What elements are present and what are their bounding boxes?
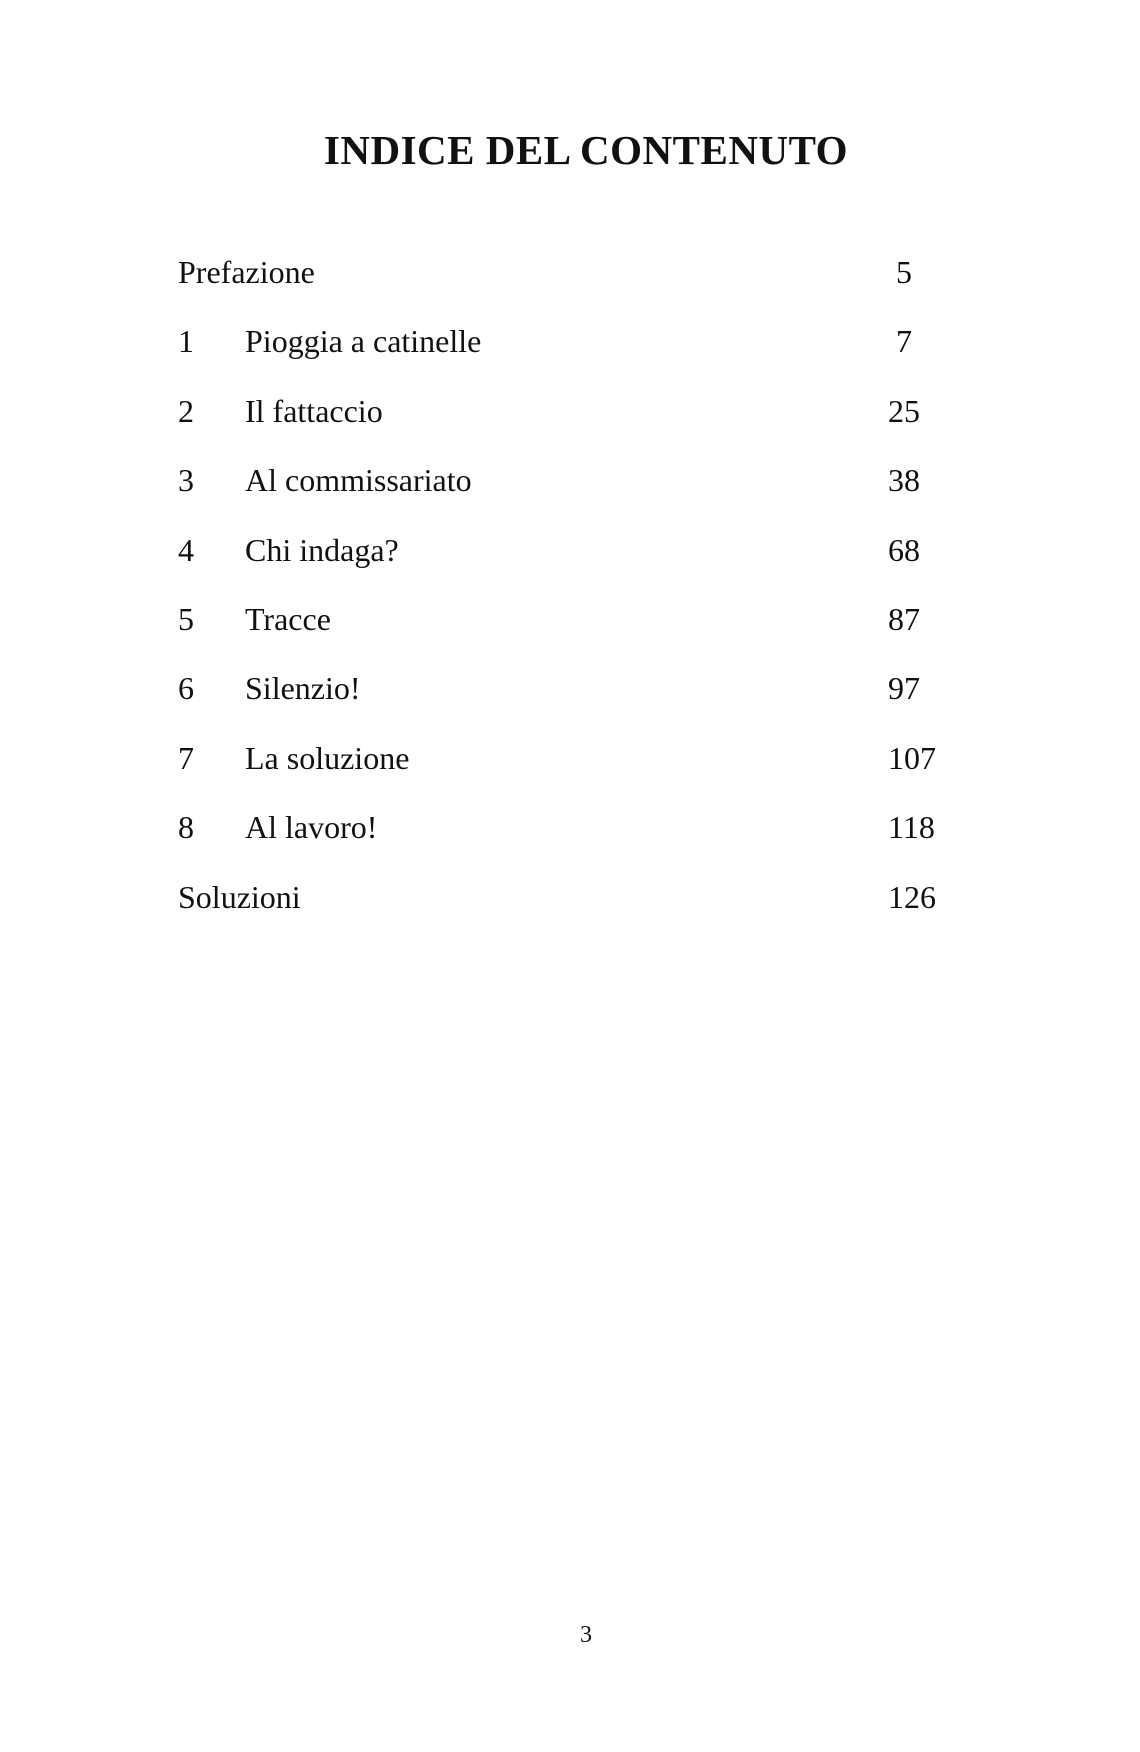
toc-entry-page: 97 <box>888 670 920 707</box>
toc-entry-title: Silenzio! <box>245 670 361 707</box>
toc-entry <box>178 668 958 737</box>
toc-entry-page: 7 <box>896 323 912 360</box>
toc-entry-title: La soluzione <box>245 739 410 776</box>
toc-entry-title: Chi indaga? <box>245 531 399 568</box>
table-of-contents <box>178 252 958 946</box>
toc-entry-number: 3 <box>178 462 194 499</box>
toc-entry-title: Soluzioni <box>178 878 301 915</box>
toc-entry-number: 8 <box>178 809 194 846</box>
toc-entry-page: 118 <box>888 809 935 846</box>
toc-entry <box>178 738 958 807</box>
toc-entry-page: 38 <box>888 462 920 499</box>
toc-entry <box>178 321 958 390</box>
toc-entry-title: Prefazione <box>178 254 315 290</box>
toc-entry <box>178 460 958 529</box>
toc-entry-preface <box>178 252 958 321</box>
toc-entry-page: 25 <box>888 392 920 429</box>
toc-entry <box>178 530 958 599</box>
toc-entry-solutions <box>178 877 958 946</box>
toc-entry-number: 2 <box>178 392 194 429</box>
toc-entry-title: Al lavoro! <box>245 809 378 846</box>
toc-entry-page: 126 <box>888 878 936 915</box>
toc-entry <box>178 807 958 876</box>
toc-entry <box>178 599 958 668</box>
toc-entry-page: 107 <box>888 739 936 776</box>
toc-entry-title: Pioggia a catinelle <box>245 323 482 360</box>
page-title: INDICE DEL CONTENUTO <box>323 127 849 173</box>
toc-entry-title: Tracce <box>245 600 331 637</box>
toc-entry-page: 87 <box>888 600 920 637</box>
toc-entry-page: 5 <box>896 254 912 290</box>
toc-entry-number: 5 <box>178 600 194 637</box>
toc-entry-page: 68 <box>888 531 920 568</box>
toc-entry-number: 6 <box>178 670 194 707</box>
page-number: 3 <box>580 1622 592 1648</box>
toc-entry-title: Il fattaccio <box>245 392 383 429</box>
toc-entry <box>178 391 958 460</box>
toc-entry-title: Al commissariato <box>245 462 472 499</box>
toc-entry-number: 1 <box>178 323 194 360</box>
toc-entry-number: 7 <box>178 739 194 776</box>
toc-entry-number: 4 <box>178 531 194 568</box>
